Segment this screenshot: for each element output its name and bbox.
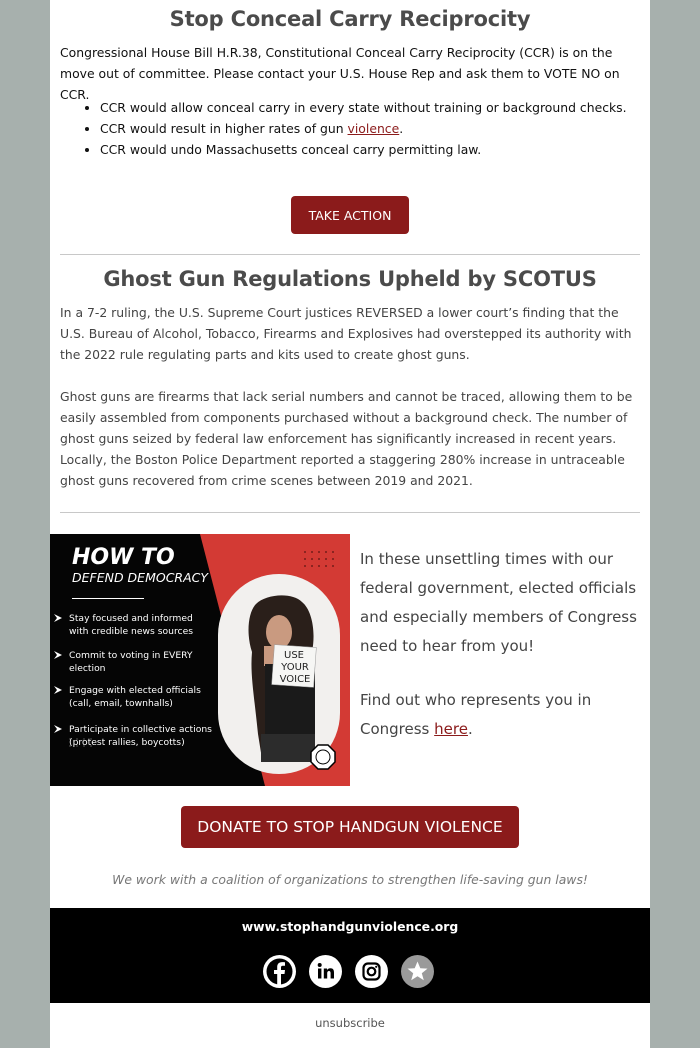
ccr-bullets — [60, 97, 680, 160]
image-item-4b: (protest rallies, boycotts) — [69, 737, 185, 748]
sign-text-1: USE — [284, 650, 304, 661]
footer — [50, 908, 650, 1003]
ccr-bullet-1: • CCR would allow conceal carry in every state without training or background checks. — [100, 97, 680, 118]
ccr-bullet-3: • CCR would undo Massachusetts conceal carry permitting law. — [100, 139, 680, 160]
promo-text-2-lead: Find out who represents you in Congress — [360, 691, 592, 738]
linkedin-icon[interactable] — [309, 955, 342, 988]
image-item-3a: Engage with elected officials — [69, 685, 201, 696]
image-item-2b: election — [69, 663, 106, 674]
violence-link[interactable]: violence — [347, 121, 400, 136]
image-title-2: DEFEND DEMOCRACY — [72, 570, 209, 585]
instagram-icon[interactable] — [355, 955, 388, 988]
ccr-bullet-2-period: . — [399, 121, 404, 136]
divider — [60, 512, 640, 513]
website-link[interactable]: www.stophandgunviolence.org — [241, 919, 459, 934]
ccr-bullet-2-text: CCR would result in higher rates of gun — [100, 121, 348, 136]
promo-text — [360, 545, 645, 744]
sign-text-3: VOICE — [279, 674, 311, 685]
unsubscribe-link[interactable]: unsubscribe — [315, 1016, 385, 1030]
section-title-ghost-guns: Ghost Gun Regulations Upheld by SCOTUS — [103, 267, 597, 291]
image-title-1: HOW TO — [72, 545, 175, 570]
coalition-text: We work with a coalition of organizations to strengthen life-saving gun laws! — [112, 872, 588, 887]
email-page — [50, 0, 650, 1048]
ghost-gun-para-1: In a 7-2 ruling, the U.S. Supreme Court justices REVERSED a lower court’s finding that the U.S. Bureau of Alcohol, Tobacco, Firearms and Explosives had overstepped its authority with the 2022 rule regulating parts and kits used to create ghost guns. — [60, 305, 632, 362]
social-icons — [263, 955, 434, 988]
divider — [60, 254, 640, 255]
here-link[interactable]: here — [434, 720, 468, 738]
section-title-ccr: Stop Conceal Carry Reciprocity — [169, 7, 531, 31]
image-item-1a: Stay focused and informed — [69, 613, 193, 624]
sign-text-2: YOUR — [281, 662, 309, 673]
ccr-intro: Congressional House Bill H.R.38, Constitutional Conceal Carry Reciprocity (CCR) is on the move out of committee. Please contact your U.S. House Rep and ask them to VOTE NO on CCR. — [60, 45, 620, 102]
defend-democracy-graphic — [50, 534, 350, 786]
ccr-bullet-2 — [100, 118, 680, 139]
ghost-gun-para-2: Ghost guns are firearms that lack serial numbers and cannot be traced, allowing them to be easily assembled from components purchased without a background check. The number of ghost guns seized by federal law enforcement has significantly increased in recent years. Locally, the Boston Police Department reported a staggering 280% increase in untraceable ghost guns recovered from crime scenes between 2019 and 2021. — [60, 389, 633, 488]
facebook-icon[interactable] — [263, 955, 296, 988]
donate-button[interactable]: DONATE TO STOP HANDGUN VIOLENCE — [181, 806, 519, 848]
defend-democracy-image[interactable] — [50, 534, 350, 786]
promo-text-2-period: . — [467, 720, 473, 738]
promo-text-2 — [360, 686, 645, 744]
promo-text-1: In these unsettling times with our federal government, elected officials and especially members of Congress need to hear from you! — [360, 550, 637, 655]
stop-logo-icon — [311, 745, 335, 769]
image-item-3b: (call, email, townhalls) — [69, 698, 173, 709]
image-item-4a: Participate in collective actions — [69, 724, 212, 735]
take-action-button[interactable]: TAKE ACTION — [291, 196, 409, 234]
star-icon[interactable] — [401, 955, 434, 988]
image-item-2a: Commit to voting in EVERY — [69, 650, 193, 661]
image-item-1b: with credible news sources — [69, 626, 194, 637]
